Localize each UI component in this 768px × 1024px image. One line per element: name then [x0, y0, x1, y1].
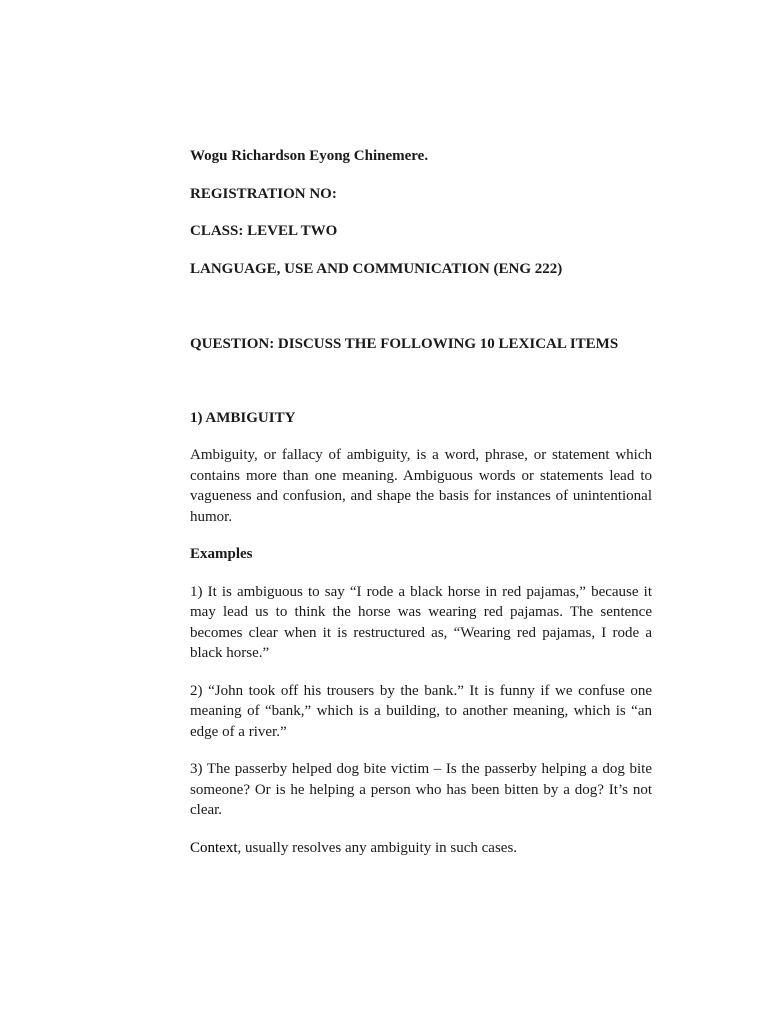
course-title: LANGUAGE, USE AND COMMUNICATION (ENG 222) — [190, 260, 563, 277]
registration-number: REGISTRATION NO: — [190, 185, 337, 202]
section-heading: 1) AMBIGUITY — [190, 409, 296, 426]
examples-heading: Examples — [190, 546, 253, 562]
example-paragraph: 2) “John took off his trousers by the bank.” It is funny if we confuse one meaning of “bank,” which is a building, to another meaning, which is “an edge of a river.” — [190, 682, 652, 740]
context-paragraph — [190, 838, 652, 859]
author-name: Wogu Richardson Eyong Chinemere. — [190, 148, 429, 164]
example-paragraph: 1) It is ambiguous to say “I rode a black horse in red pajamas,” because it may lead us to think the horse was wearing red pajamas. The sentence becomes clear when it is restructured as, “Wearing red pajamas, I rode a black horse.” — [190, 583, 652, 661]
context-term: Context — [190, 839, 238, 856]
class-level: CLASS: LEVEL TWO — [190, 223, 338, 239]
question-heading: QUESTION: DISCUSS THE FOLLOWING 10 LEXICAL ITEMS — [190, 336, 619, 352]
document-body — [190, 146, 652, 858]
context-text: , usually resolves any ambiguity in such cases. — [237, 839, 518, 856]
definition-paragraph: Ambiguity, or fallacy of ambiguity, is a word, phrase, or statement which contains more than one meaning. Ambiguous words or statements lead to vagueness and confusion, and shape the basis for instances of unintentional humor. — [190, 447, 652, 525]
example-paragraph: 3) The passerby helped dog bite victim – Is the passerby helping a dog bite someone? Or is he helping a person who has been bitten by a dog? It’s not clear. — [190, 761, 652, 818]
